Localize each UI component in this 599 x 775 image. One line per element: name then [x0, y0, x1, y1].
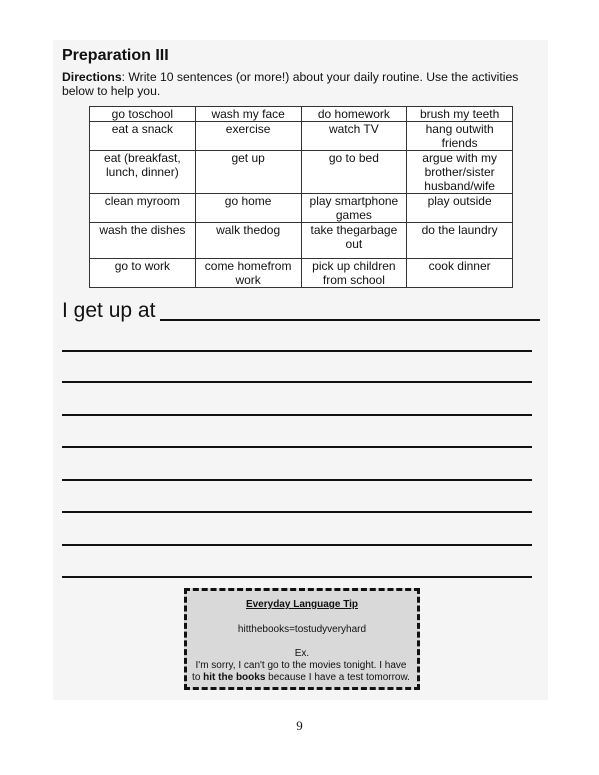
activity-cell: exercise [195, 122, 301, 151]
activity-cell: wash my face [195, 107, 301, 122]
tip-idiom: hit the books [203, 672, 266, 683]
tip-sentence-line1: I'm sorry, I can't go to the movies tonight. I have [195, 660, 407, 671]
activity-cell: eat (breakfast, lunch, dinner) [90, 151, 196, 194]
directions-label: Directions [62, 70, 122, 84]
activity-cell: get up [195, 151, 301, 194]
activity-cell: clean myroom [90, 194, 196, 223]
activity-cell: do the laundry [407, 223, 513, 259]
page-number: 9 [296, 718, 303, 733]
activity-cell: do homework [301, 107, 407, 122]
table-row [90, 194, 513, 223]
activity-cell: hang outwith friends [407, 122, 513, 151]
activity-cell: go toschool [90, 107, 196, 122]
activity-cell: come homefrom work [195, 259, 301, 288]
writing-line[interactable] [62, 544, 532, 546]
table-row [90, 223, 513, 259]
writing-line[interactable] [62, 350, 532, 352]
tip-definition: hitthebooks=tostudyveryhard [237, 624, 367, 635]
activity-cell: go home [195, 194, 301, 223]
writing-line[interactable] [62, 479, 532, 481]
writing-line[interactable] [62, 414, 532, 416]
language-tip-box [184, 588, 420, 690]
activity-cell: walk thedog [195, 223, 301, 259]
directions [62, 70, 542, 98]
activity-cell: wash the dishes [90, 223, 196, 259]
activity-cell: go to bed [301, 151, 407, 194]
activity-cell: play smartphone games [301, 194, 407, 223]
writing-line[interactable] [62, 446, 532, 448]
activity-cell: pick up children from school [301, 259, 407, 288]
activity-cell: eat a snack [90, 122, 196, 151]
activity-cell: play outside [407, 194, 513, 223]
table-row [90, 122, 513, 151]
page-title: Preparation III [62, 47, 169, 64]
tip-example-label: Ex. [294, 648, 310, 659]
sentence-prompt: I get up at [62, 299, 156, 322]
activity-cell: cook dinner [407, 259, 513, 288]
table-row [90, 259, 513, 288]
tip-sentence-line2 [185, 672, 417, 684]
activity-cell: go to work [90, 259, 196, 288]
tip-sentence-pre: to [192, 672, 204, 683]
activity-cell: brush my teeth [407, 107, 513, 122]
tip-title: Everyday Language Tip [245, 599, 359, 610]
activity-cell: take thegarbage out [301, 223, 407, 259]
writing-line[interactable] [62, 511, 532, 513]
writing-line[interactable] [62, 381, 532, 383]
table-row [90, 107, 513, 122]
writing-line[interactable] [62, 576, 532, 578]
directions-text: : Write 10 sentences (or more!) about your daily routine. Use the activities below to help you. [62, 70, 519, 98]
activities-table [89, 106, 513, 288]
tip-sentence-post: because I have a test tomorrow. [265, 672, 410, 683]
table-row [90, 151, 513, 194]
activity-cell: argue with my brother/sister husband/wife [407, 151, 513, 194]
prompt-answer-line[interactable] [160, 319, 540, 321]
activity-cell: watch TV [301, 122, 407, 151]
